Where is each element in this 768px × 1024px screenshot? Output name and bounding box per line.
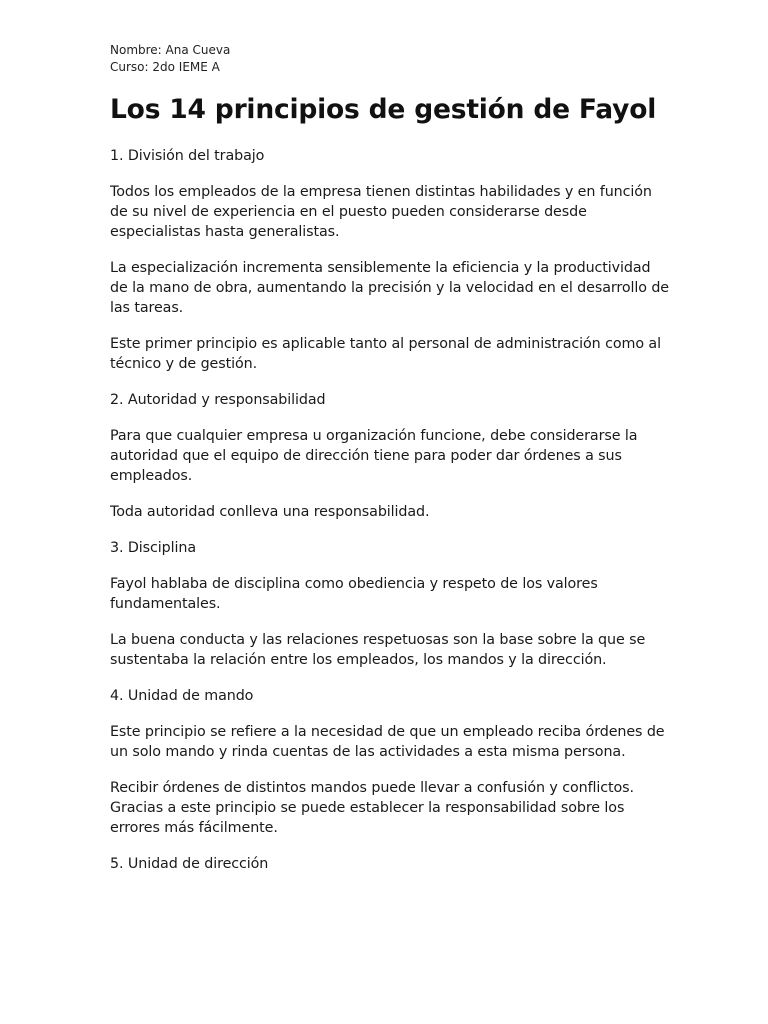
paragraph: Recibir órdenes de distintos mandos puede llevar a confusión y conflictos. Gracias a este principio se puede establecer la responsabilidad sobre los errores más fácilmente. [110, 780, 634, 836]
paragraph: Este principio se refiere a la necesidad de que un empleado reciba órdenes de un solo mando y rinda cuentas de las actividades a esta misma persona. [110, 724, 665, 760]
section-heading: 1. División del trabajo [110, 148, 265, 164]
section-heading: 3. Disciplina [110, 540, 196, 556]
section-heading: 5. Unidad de dirección [110, 856, 269, 872]
student-name: Nombre: Ana Cueva [110, 43, 231, 57]
section-heading: 2. Autoridad y responsabilidad [110, 392, 326, 408]
paragraph: La buena conducta y las relaciones respetuosas son la base sobre la que se sustentaba la relación entre los empleados, los mandos y la dirección. [110, 632, 646, 668]
document-page [110, 42, 670, 890]
paragraph: Toda autoridad conlleva una responsabilidad. [110, 504, 430, 520]
course-info: Curso: 2do IEME A [110, 60, 220, 74]
paragraph: Para que cualquier empresa u organización funcione, debe considerarse la autoridad que el equipo de dirección tiene para poder dar órdenes a sus empleados. [110, 428, 638, 484]
paragraph: Este primer principio es aplicable tanto al personal de administración como al técnico y de gestión. [110, 336, 661, 372]
document-title: Los 14 principios de gestión de Fayol [110, 94, 657, 125]
paragraph: Todos los empleados de la empresa tienen distintas habilidades y en función de su nivel de experiencia en el puesto pueden considerarse desde especialistas hasta generalistas. [110, 184, 652, 240]
paragraph: Fayol hablaba de disciplina como obediencia y respeto de los valores fundamentales. [110, 576, 598, 612]
paragraph: La especialización incrementa sensiblemente la eficiencia y la productividad de la mano de obra, aumentando la precisión y la velocidad en el desarrollo de las tareas. [110, 260, 670, 316]
section-heading: 4. Unidad de mando [110, 688, 254, 704]
